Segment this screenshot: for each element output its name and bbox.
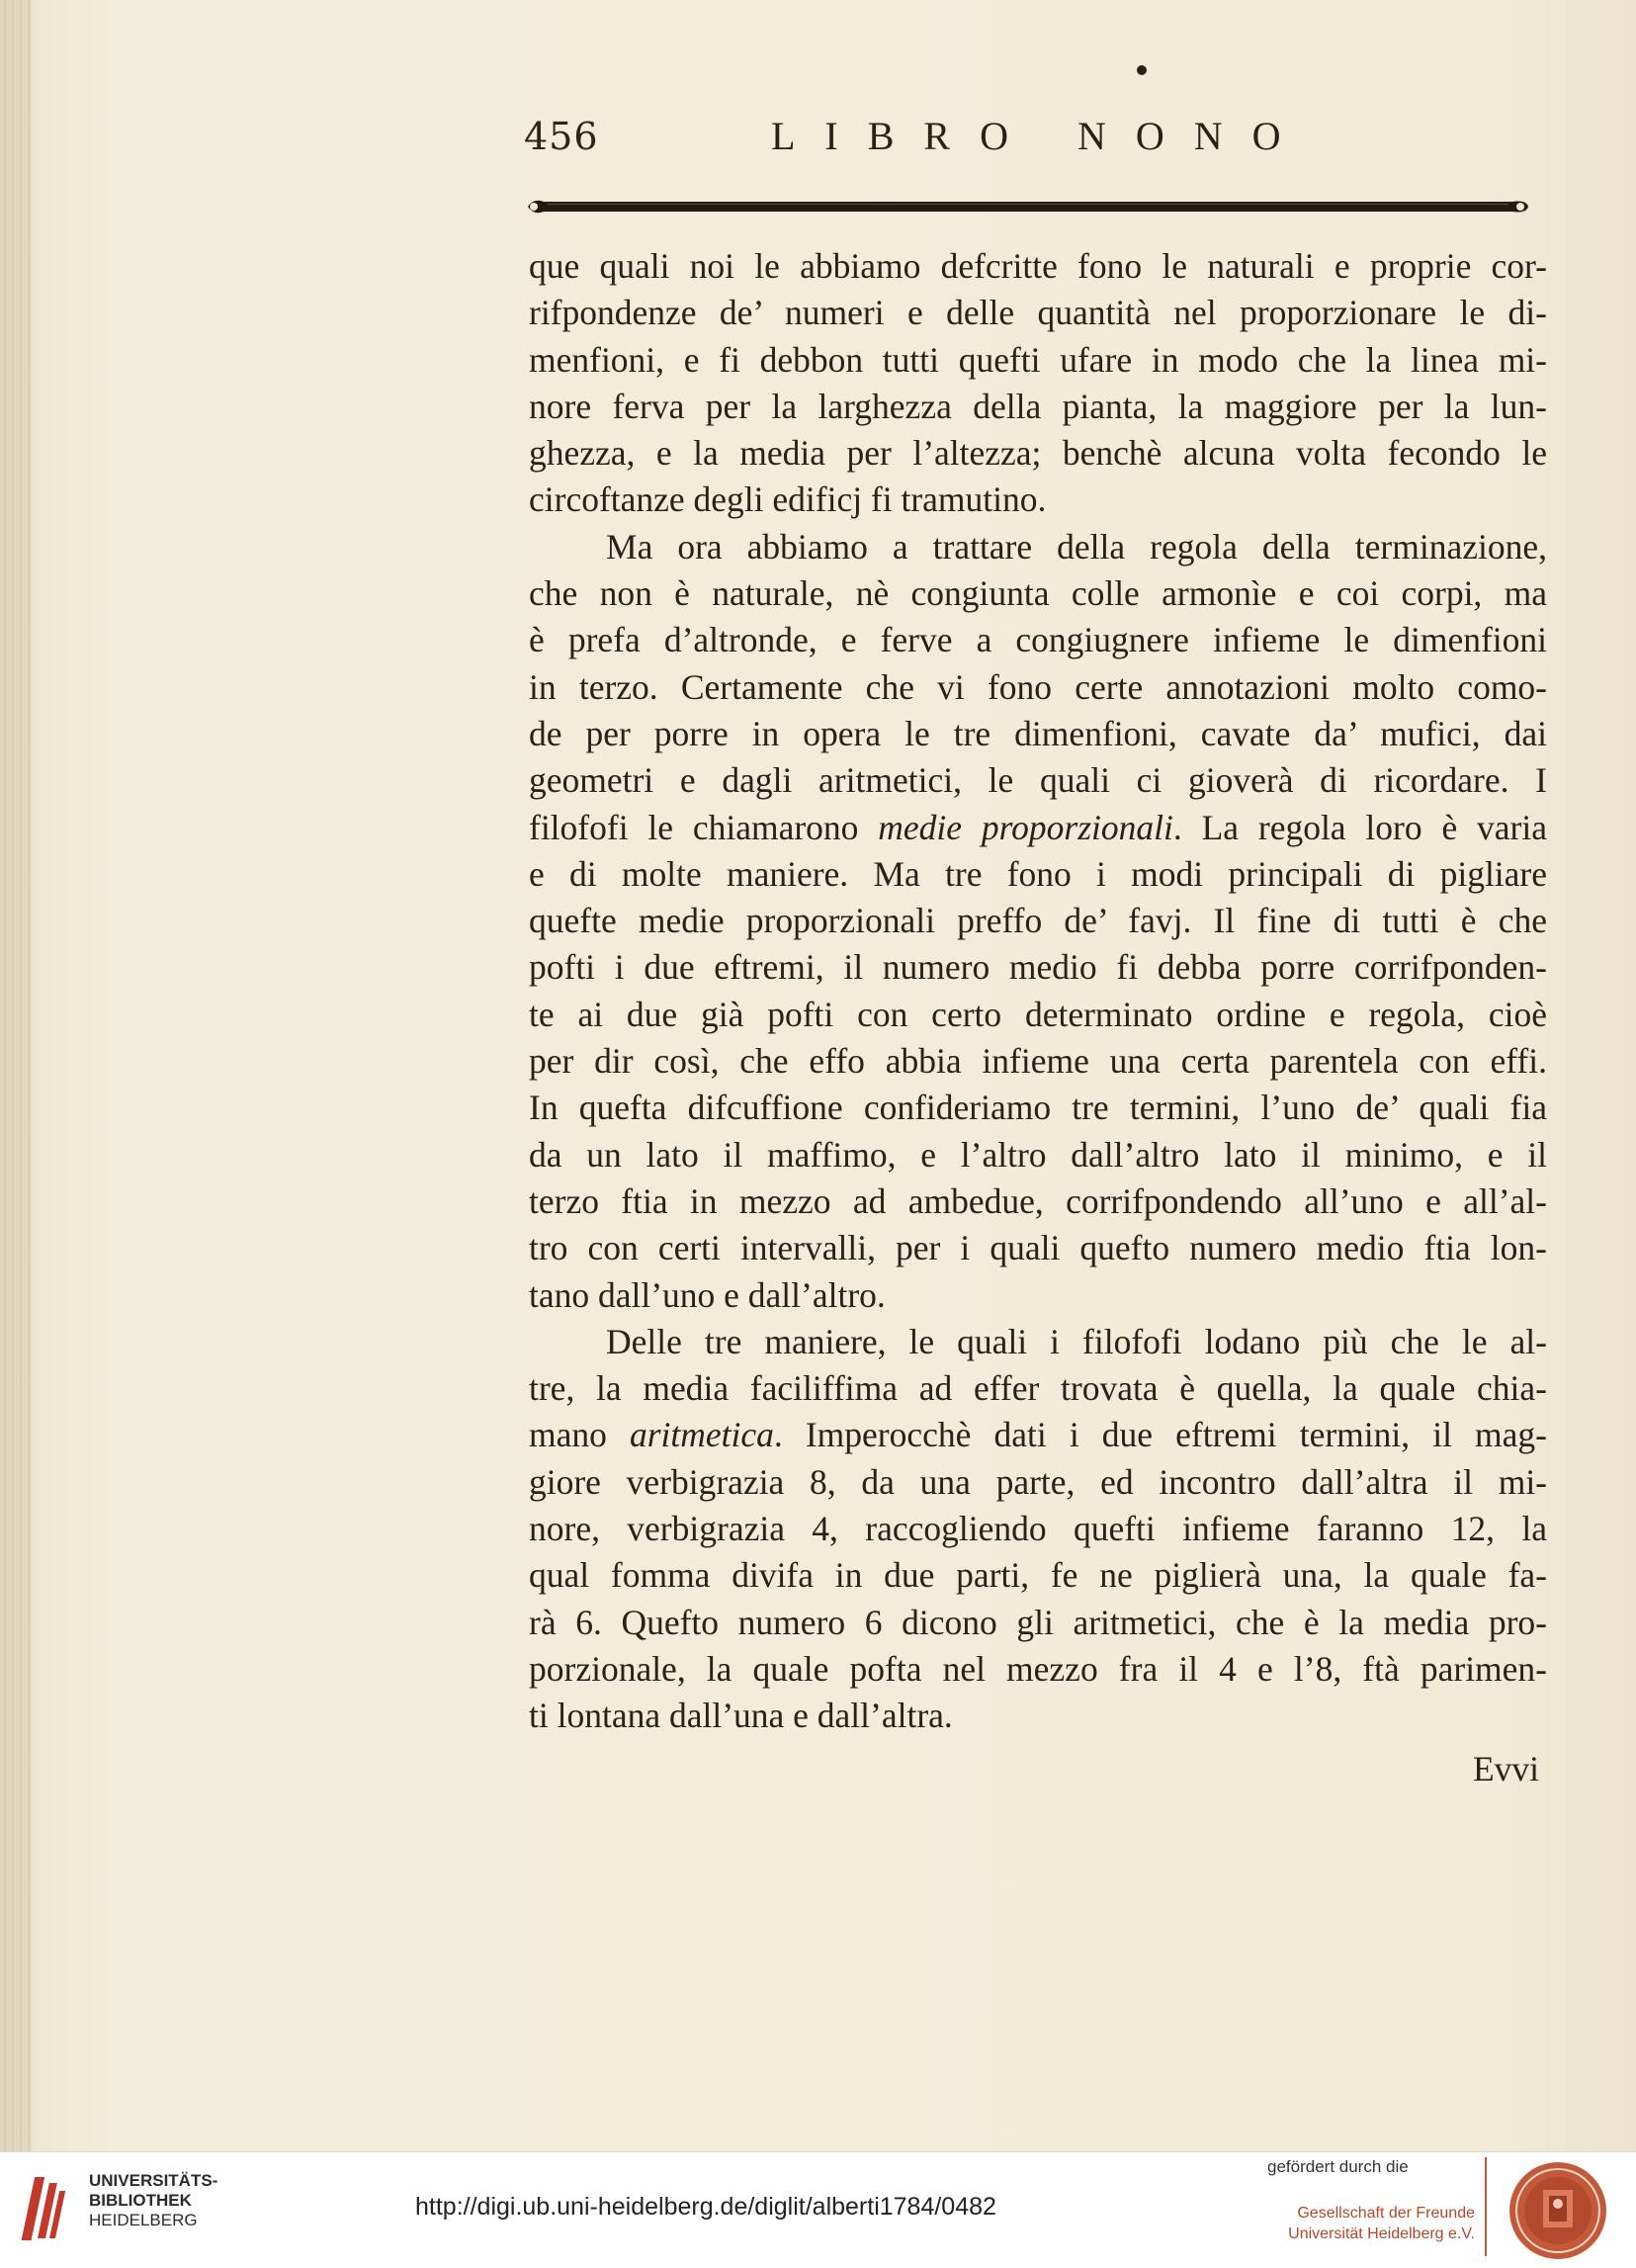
university-library-name[interactable] xyxy=(89,2171,217,2230)
text-line: te ai due già pofti con certo determinato ordine e regola, cioè xyxy=(529,994,1547,1034)
text-line: pofti i due eftremi, il numero medio fi debba porre corrifponden- xyxy=(529,947,1547,988)
text-line: ghezza, e la media per l’altezza; benchè alcuna volta fecondo le xyxy=(529,433,1547,474)
text-segment: mano xyxy=(529,1415,630,1455)
text-line: menfioni, e fi debbon tutti quefti ufare in modo che la linea mi- xyxy=(529,339,1547,380)
text-line: Delle tre maniere, le quali i filofofi lodano più che le al- xyxy=(606,1321,1547,1361)
text-line: in terzo. Certamente che vi fono certe annotazioni molto como- xyxy=(529,666,1547,707)
text-line: rifpondenze de’ numeri e delle quantità nel proporzionare le di- xyxy=(529,293,1547,333)
italic-term: medie proporzionali xyxy=(878,807,1173,847)
text-line: Ma ora abbiamo a trattare della regola della terminazione, xyxy=(606,526,1547,567)
text-line: nore ferva per la larghezza della pianta, la maggiore per la lun- xyxy=(529,386,1547,426)
text-line: terzo ftia in mezzo ad ambedue, corrifpondendo all’uno e all’al- xyxy=(529,1180,1547,1221)
text-line: da un lato il maffimo, e l’altro dall’altro lato il minimo, e il xyxy=(529,1134,1547,1175)
text-segment: . La regola loro è varia xyxy=(1172,807,1547,847)
text-line: geometri e dagli aritmetici, le quali ci gioverà di ricordare. I xyxy=(529,760,1547,801)
text-line: qual fomma divifa in due parti, fe ne piglierà una, la quale fa- xyxy=(529,1555,1547,1596)
permalink-url[interactable]: http://digi.ub.uni-heidelberg.de/diglit/alberti1784/0482 xyxy=(415,2193,996,2221)
text-line: e di molte maniere. Ma tre fono i modi principali di pigliare xyxy=(529,853,1547,894)
text-line xyxy=(529,1412,1547,1458)
catchword: Evvi xyxy=(1473,1749,1540,1788)
text-segment: filofofi le chiamarono xyxy=(529,807,879,847)
sponsor-line: Universität Heidelberg e.V. xyxy=(1288,2225,1475,2242)
sponsor-name[interactable] xyxy=(1267,2203,1475,2244)
text-line: è prefa d’altronde, e ferve a congiugnere infieme le dimenfioni xyxy=(529,620,1547,660)
sponsor-line: Gesellschaft der Freunde xyxy=(1297,2205,1475,2222)
text-line xyxy=(529,805,1547,851)
text-line: de per porre in opera le tre dimenfioni, cavate da’ mufici, dai xyxy=(529,713,1547,753)
page-number: 456 xyxy=(524,115,599,158)
text-line: ti lontana dall’una e dall’altra. xyxy=(529,1696,953,1736)
italic-term: aritmetica xyxy=(629,1415,774,1455)
text-line: que quali noi le abbiamo defcritte fono le naturali e proprie cor- xyxy=(529,246,1547,286)
university-library-logo-icon[interactable] xyxy=(18,2173,65,2244)
library-line: HEIDELBERG xyxy=(89,2211,198,2229)
book-binding-edge xyxy=(0,0,32,2151)
sponsor-label: gefördert durch die xyxy=(1267,2157,1409,2176)
ink-dot xyxy=(1137,65,1147,75)
text-line: per dir così, che effo abbia infieme una certa parentela con effi. xyxy=(529,1041,1547,1082)
text-segment: . Imperocchè dati i due eftremi termini, il mag- xyxy=(773,1415,1547,1455)
text-line: giore verbigrazia 8, da una parte, ed incontro dall’altra il mi- xyxy=(529,1461,1547,1502)
running-head xyxy=(524,107,1542,176)
library-line: UNIVERSITÄTS- xyxy=(89,2171,218,2190)
text-line: quefte medie proporzionali preffo de’ favj. Il fine di tutti è che xyxy=(529,901,1547,941)
text-line: rà 6. Quefto numero 6 dicono gli aritmetici, che è la media pro- xyxy=(529,1602,1547,1642)
text-line: circoftanze degli edificj fi tramutino. xyxy=(529,480,1047,520)
text-line: nore, verbigrazia 4, raccogliendo quefti infieme faranno 12, la xyxy=(529,1509,1547,1549)
university-seal-icon[interactable] xyxy=(1507,2160,1608,2261)
ornamental-rule xyxy=(524,192,1532,221)
text-line: porzionale, la quale pofta nel mezzo fra il 4 e l’8, ftà parimen- xyxy=(529,1648,1547,1689)
text-line: tano dall’uno e dall’altro. xyxy=(529,1274,886,1315)
body-text xyxy=(529,243,1547,1740)
text-line: che non è naturale, nè congiunta colle armonìe e coi corpi, ma xyxy=(529,573,1547,614)
sponsor-divider xyxy=(1485,2157,1487,2256)
library-line: BIBLIOTHEK xyxy=(89,2191,192,2210)
text-line: tro con certi intervalli, per i quali quefto numero medio ftia lon- xyxy=(529,1228,1547,1268)
text-line: In quefta difcuffione confideriamo tre termini, l’uno de’ quali fia xyxy=(529,1088,1547,1128)
running-title: LIBRO NONO xyxy=(771,114,1311,158)
text-line: tre, la media faciliffima ad effer trovata è quella, la quale chia- xyxy=(529,1368,1547,1409)
